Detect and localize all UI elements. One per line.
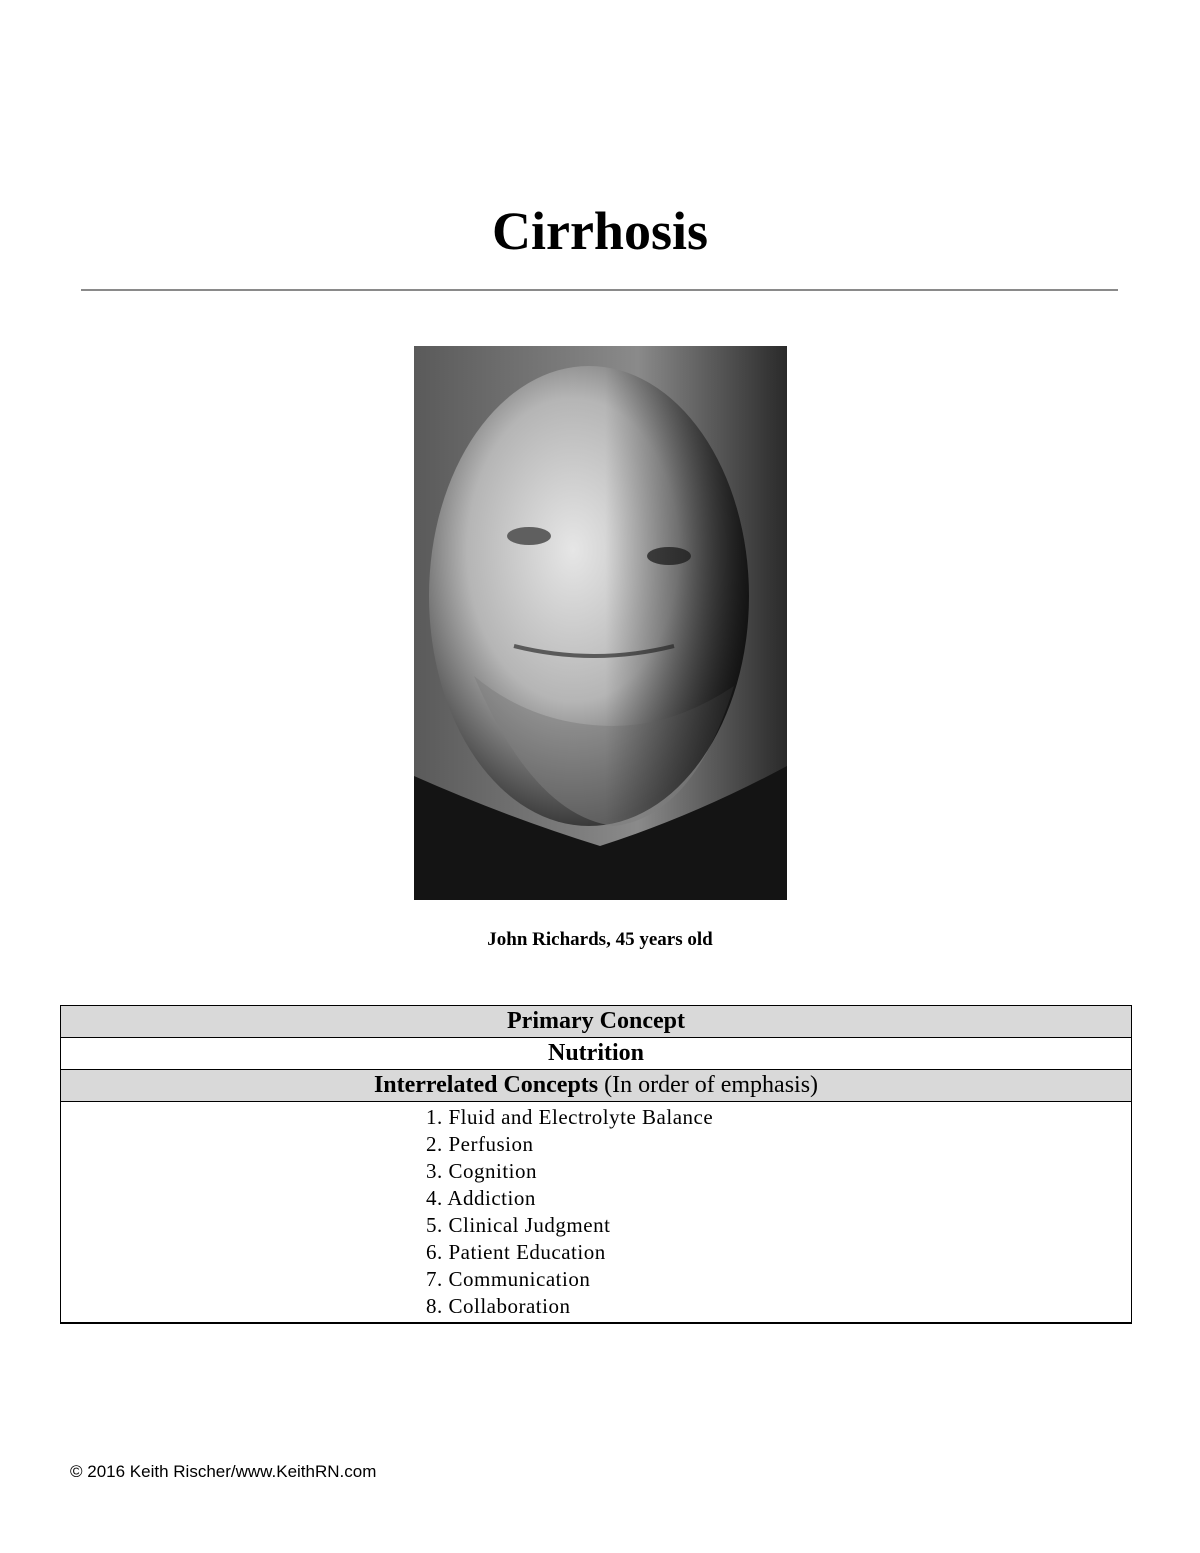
photo-caption: John Richards, 45 years old bbox=[487, 929, 713, 950]
patient-photo bbox=[414, 346, 787, 900]
table-row bbox=[61, 1006, 1132, 1038]
table-row bbox=[61, 1102, 1132, 1324]
list-item: 6. Patient Education bbox=[426, 1240, 606, 1264]
list-item: 7. Communication bbox=[426, 1267, 591, 1291]
copyright-footer: © 2016 Keith Rischer/www.KeithRN.com bbox=[70, 1462, 377, 1481]
interrelated-concepts-cell bbox=[61, 1102, 1132, 1324]
list-item: 1. Fluid and Electrolyte Balance bbox=[426, 1105, 714, 1129]
table-row bbox=[61, 1070, 1132, 1102]
title-divider bbox=[81, 289, 1118, 291]
primary-concept-header: Primary Concept bbox=[61, 1006, 1132, 1038]
interrelated-header-title: Interrelated Concepts bbox=[373, 1072, 599, 1098]
list-item: 3. Cognition bbox=[426, 1159, 538, 1183]
table-row bbox=[61, 1038, 1132, 1070]
list-item: 2. Perfusion bbox=[426, 1132, 534, 1156]
list-item: 4. Addiction bbox=[426, 1186, 536, 1210]
list-item: 8. Collaboration bbox=[426, 1294, 571, 1318]
page-title: Cirrhosis bbox=[492, 201, 708, 261]
interrelated-concepts-list bbox=[426, 1102, 766, 1322]
list-item: 5. Clinical Judgment bbox=[426, 1213, 611, 1237]
primary-concept-value: Nutrition bbox=[61, 1038, 1132, 1070]
concepts-table bbox=[60, 1005, 1132, 1324]
interrelated-concepts-header bbox=[61, 1070, 1132, 1102]
interrelated-header-note: (In order of emphasis) bbox=[604, 1072, 819, 1098]
